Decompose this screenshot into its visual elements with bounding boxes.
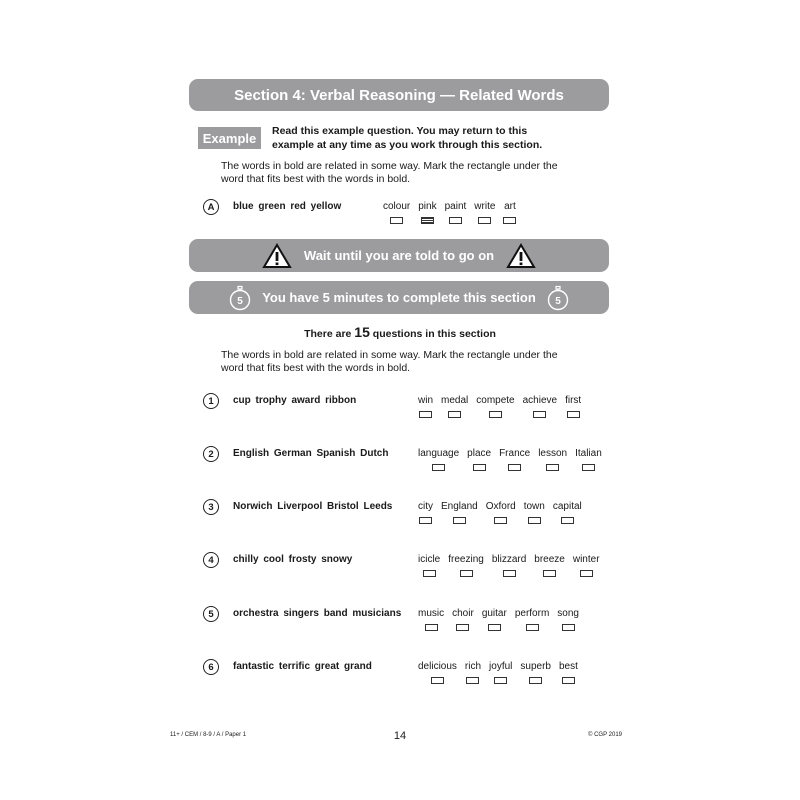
answer-option: [474, 201, 495, 224]
answer-option-label: place: [467, 448, 492, 459]
question-options: [418, 501, 590, 524]
answer-option-label: win: [418, 395, 434, 406]
example-question-label: A: [203, 199, 219, 215]
question-options: [418, 395, 589, 418]
answer-option-label: Italian: [575, 448, 602, 459]
answer-option-label: Oxford: [485, 501, 516, 512]
answer-option-label: winter: [572, 554, 600, 565]
question-number: 3: [203, 499, 219, 515]
answer-checkbox[interactable]: [432, 464, 445, 471]
question-words: chilly cool frosty snowy: [233, 554, 353, 565]
answer-option-label: write: [474, 201, 496, 212]
answer-checkbox[interactable]: [562, 677, 575, 684]
answer-checkbox[interactable]: [431, 677, 444, 684]
answer-option-label: colour: [383, 201, 411, 212]
answer-checkbox[interactable]: [390, 217, 403, 224]
answer-option: [492, 554, 526, 577]
answer-option: [465, 661, 481, 684]
question-number: 6: [203, 659, 219, 675]
answer-option: [520, 661, 551, 684]
answer-option-label: blizzard: [491, 554, 527, 565]
answer-checkbox[interactable]: [449, 217, 462, 224]
answer-checkbox[interactable]: [494, 517, 507, 524]
answer-checkbox[interactable]: [526, 624, 539, 631]
answer-option: [418, 448, 459, 471]
answer-option: [452, 608, 474, 631]
answer-option: [383, 201, 410, 224]
answer-option: [418, 608, 444, 631]
wait-text: Wait until you are told to go on: [303, 248, 495, 263]
timer-text: You have 5 minutes to complete this section: [262, 290, 536, 305]
answer-checkbox[interactable]: [503, 570, 516, 577]
example-tag: Example: [198, 127, 261, 149]
answer-option: [559, 661, 578, 684]
answer-checkbox[interactable]: [423, 570, 436, 577]
answer-option-label: capital: [552, 501, 582, 512]
answer-option-label: freezing: [448, 554, 484, 565]
instructions: The words in bold are related in some way. Mark the rectangle under the word that fits best with the words in bold.: [221, 349, 558, 374]
answer-option: [553, 501, 582, 524]
answer-checkbox[interactable]: [582, 464, 595, 471]
answer-option-label: England: [441, 501, 478, 512]
answer-checkbox[interactable]: [489, 411, 502, 418]
answer-option: [534, 554, 565, 577]
answer-option: [503, 201, 516, 224]
answer-option-label: choir: [452, 608, 474, 619]
question-count-number: 15: [354, 324, 370, 340]
answer-option: [499, 448, 530, 471]
page-number: 14: [393, 730, 407, 742]
stopwatch-icon: [546, 285, 570, 311]
stopwatch-icon: [228, 285, 252, 311]
example-question-words: blue green red yellow: [233, 201, 342, 212]
answer-option-label: perform: [514, 608, 550, 619]
answer-option-label: compete: [476, 395, 515, 406]
answer-option-label: paint: [444, 201, 467, 212]
answer-option-label: first: [565, 395, 582, 406]
answer-option: [418, 554, 440, 577]
answer-option: [418, 201, 436, 224]
question-number: 1: [203, 393, 219, 409]
answer-option: [523, 395, 557, 418]
warning-icon: [506, 243, 536, 269]
answer-option-label: France: [499, 448, 531, 459]
question-words: orchestra singers band musicians: [233, 608, 402, 619]
answer-option-label: pink: [418, 201, 437, 212]
answer-checkbox[interactable]: [478, 217, 491, 224]
answer-checkbox[interactable]: [528, 517, 541, 524]
answer-option: [418, 661, 457, 684]
answer-option: [418, 501, 433, 524]
answer-option-label: superb: [520, 661, 551, 672]
footer-right: © CGP 2019: [588, 732, 622, 738]
answer-checkbox[interactable]: [508, 464, 521, 471]
answer-checkbox[interactable]: [473, 464, 486, 471]
question-options: [418, 608, 587, 631]
section-title: Section 4: Verbal Reasoning — Related Words: [234, 86, 564, 104]
answer-checkbox[interactable]: [425, 624, 438, 631]
answer-option-label: joyful: [489, 661, 513, 672]
answer-checkbox[interactable]: [546, 464, 559, 471]
answer-option: [524, 501, 545, 524]
answer-option: [467, 448, 491, 471]
answer-option: [486, 501, 516, 524]
answer-checkbox[interactable]: [460, 570, 473, 577]
timer-banner: [189, 281, 609, 314]
answer-option: [441, 395, 468, 418]
example-intro: Read this example question. You may return to this example at any time as you work through this section.: [272, 125, 543, 151]
timer-minutes: 5: [237, 295, 243, 307]
answer-option-label: rich: [464, 661, 482, 672]
answer-option-label: icicle: [418, 554, 441, 565]
answer-option-label: lesson: [538, 448, 568, 459]
answer-option: [418, 395, 433, 418]
footer-left: 11+ / CEM / 8-9 / A / Paper 1: [170, 732, 247, 738]
question-options: [418, 448, 610, 471]
answer-option: [538, 448, 567, 471]
question-words: Norwich Liverpool Bristol Leeds: [233, 501, 393, 512]
section-title-banner: [189, 79, 609, 111]
answer-checkbox[interactable]: [494, 677, 507, 684]
question-options: [418, 554, 608, 577]
question-number: 5: [203, 606, 219, 622]
question-words: English German Spanish Dutch: [233, 448, 389, 459]
example-options: [383, 201, 524, 224]
question-words: fantastic terrific great grand: [233, 661, 372, 672]
answer-checkbox[interactable]: [529, 677, 542, 684]
answer-checkbox[interactable]: [503, 217, 516, 224]
answer-checkbox[interactable]: [453, 517, 466, 524]
answer-option-label: guitar: [481, 608, 507, 619]
question-options: [418, 661, 586, 684]
answer-checkbox[interactable]: [421, 217, 434, 224]
answer-option: [482, 608, 507, 631]
answer-checkbox[interactable]: [419, 517, 432, 524]
answer-option-label: music: [418, 608, 445, 619]
warning-icon: [262, 243, 292, 269]
answer-option-label: language: [418, 448, 460, 459]
answer-checkbox[interactable]: [533, 411, 546, 418]
answer-checkbox[interactable]: [561, 517, 574, 524]
answer-option: [515, 608, 549, 631]
answer-option-label: city: [418, 501, 433, 512]
answer-checkbox[interactable]: [562, 624, 575, 631]
answer-option-label: town: [523, 501, 545, 512]
answer-option-label: medal: [441, 395, 469, 406]
answer-option-label: song: [557, 608, 579, 619]
answer-option: [489, 661, 512, 684]
answer-option-label: breeze: [534, 554, 565, 565]
answer-option: [575, 448, 602, 471]
answer-checkbox[interactable]: [419, 411, 432, 418]
answer-checkbox[interactable]: [488, 624, 501, 631]
answer-option-label: delicious: [418, 661, 457, 672]
question-count: There are 15 questions in this section: [304, 324, 496, 340]
timer-minutes: 5: [554, 295, 561, 307]
answer-checkbox[interactable]: [448, 411, 461, 418]
answer-checkbox[interactable]: [567, 411, 580, 418]
question-words: cup trophy award ribbon: [233, 395, 357, 406]
question-number: 4: [203, 552, 219, 568]
answer-option-label: best: [558, 661, 578, 672]
answer-option: [557, 608, 579, 631]
answer-checkbox[interactable]: [580, 570, 593, 577]
answer-option: [448, 554, 484, 577]
question-number: 2: [203, 446, 219, 462]
answer-option-label: art: [504, 201, 516, 212]
answer-option: [476, 395, 514, 418]
answer-checkbox[interactable]: [466, 677, 479, 684]
answer-option: [573, 554, 600, 577]
answer-option: [565, 395, 581, 418]
answer-checkbox[interactable]: [456, 624, 469, 631]
answer-checkbox[interactable]: [543, 570, 556, 577]
example-instructions: The words in bold are related in some way. Mark the rectangle under the word that fits best with the words in bold.: [221, 160, 558, 185]
answer-option: [441, 501, 478, 524]
wait-banner: [189, 239, 609, 272]
answer-option: [445, 201, 467, 224]
answer-option-label: achieve: [522, 395, 558, 406]
